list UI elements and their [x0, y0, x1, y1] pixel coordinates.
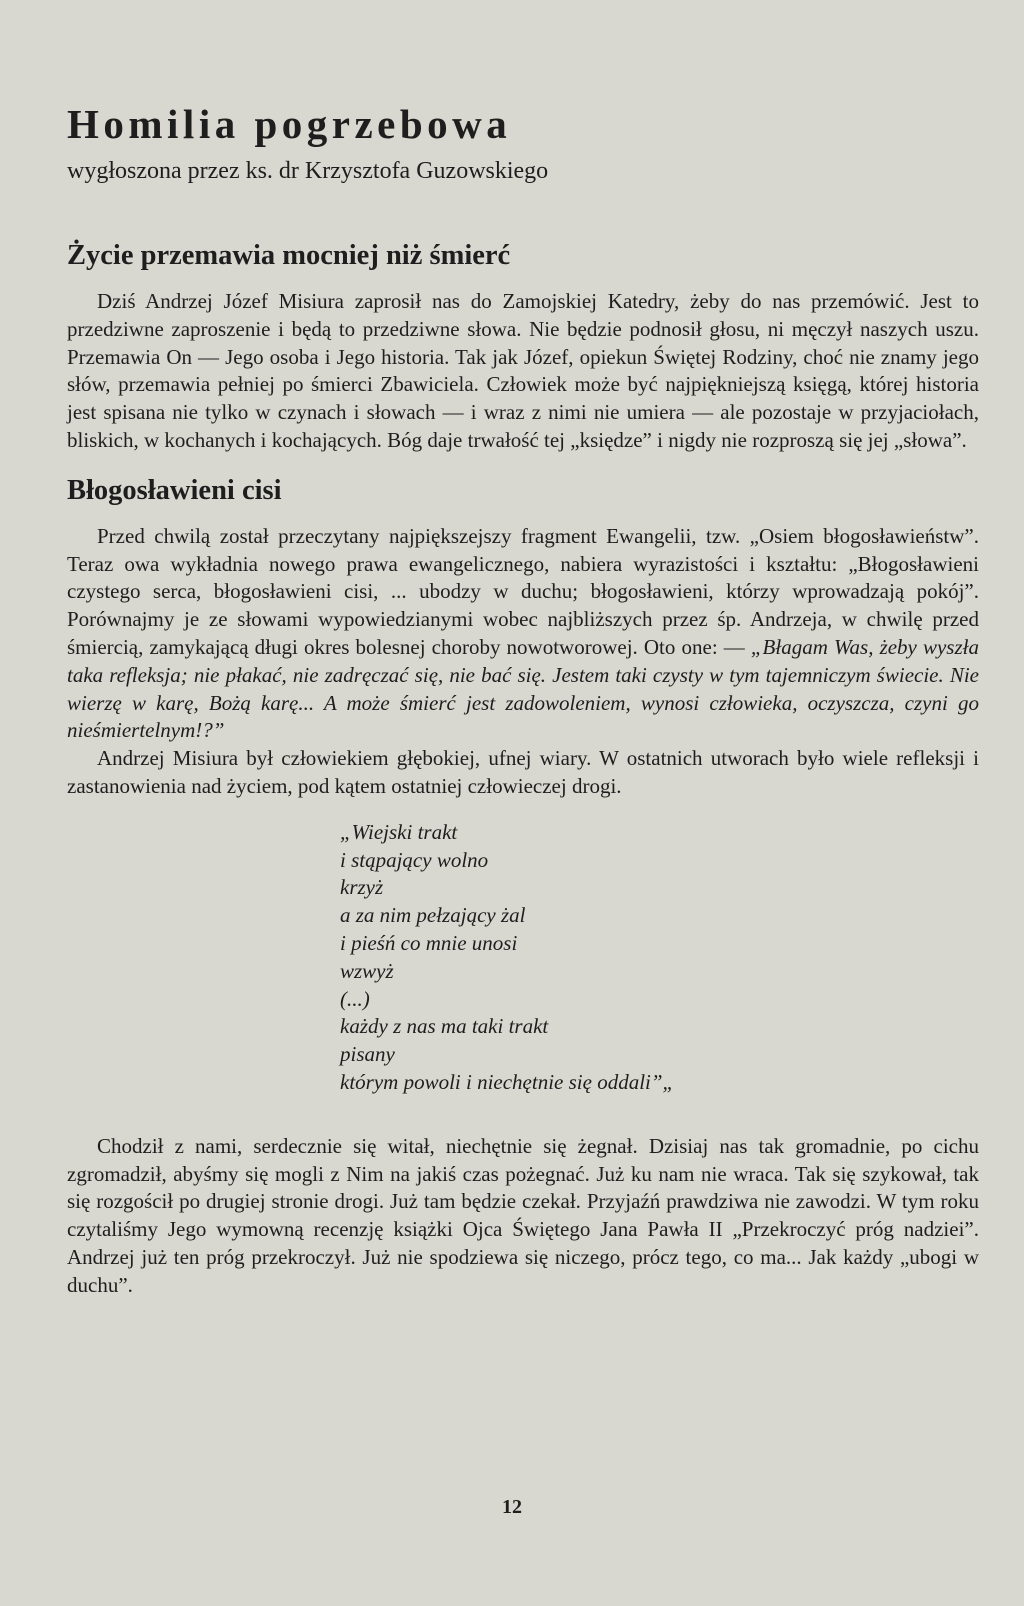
last-words-quote: „Błagam Was, żeby wyszła taka refleksja; nie płakać, nie zadręczać się, nie bać się. Jestem taki czysty w tym tajemniczym świecie. Nie wierzę w karę, Bożą karę... A może śmierć jest zadowoleniem, wynosi człowieka, oczyszcza, czyni go nieśmiertelnym!?”: [67, 634, 979, 743]
section-paragraph-faith: Andrzej Misiura był człowiekiem głębokiej, ufnej wiary. W ostatnich utworach było wiele refleksji i zastanowienia nad życiem, pod kątem ostatniej człowieczej drogi.: [67, 746, 979, 798]
poem-line: i stąpający wolno: [340, 847, 489, 872]
page-number: 12: [502, 1496, 522, 1518]
poem-line: pisany: [340, 1042, 395, 1067]
page-subtitle: wygłoszona przez ks. dr Krzysztofa Guzowskiego: [67, 158, 549, 184]
section-paragraph-life: Dziś Andrzej Józef Misiura zaprosił nas do Zamojskiej Katedry, żeby do nas przemówić. Jest to przedziwne zaproszenie i będą to przedziwne słowa. Nie będzie podnosił głosu, ni męczył naszych uszu. Przemawia On — Jego osoba i Jego historia. Tak jak Józef, opiekun Świętej Rodziny, choć nie znamy jego słów, przemawia pełniej po śmierci Zbawiciela. Człowiek może być najpiękniejszą księgą, której historia jest spisana nie tylko w czynach i słowach — i wraz z nimi nie umiera — ale pozostaje w przyjaciołach, bliskich, w kochanych i kochających. Bóg daje trwałość tej „księdze” i nigdy nie rozproszą się jej „słowa”.: [67, 289, 979, 452]
poem-line: a za nim pełzający żal: [340, 903, 526, 928]
page-content: [67, 96, 979, 1300]
poem: [340, 819, 979, 1097]
poem-line: wzwyż: [340, 958, 394, 983]
poem-line: każdy z nas ma taki trakt: [340, 1014, 549, 1039]
poem-line: krzyż: [340, 875, 384, 900]
page-title: Homilia pogrzebowa: [67, 101, 512, 147]
section-paragraph-beatitudes: [67, 523, 979, 745]
poem-line: którym powoli i niechętnie się oddali”„: [340, 1069, 675, 1094]
poem-line: (...): [340, 986, 370, 1011]
beatitudes-text: Przed chwilą został przeczytany najpiększejszy fragment Ewangelii, tzw. „Osiem błogosławieństw”. Teraz owa wykładnia nowego prawa ewangelicznego, nabiera wyrazistości i kształtu: „Błogosławieni czystego serca, błogosławieni cisi, ... ubodzy w duchu; błogosławieni, którzy wprowadzają pokój”. Porównajmy je ze słowami wypowiedzianymi wobec najbliższych przez śp. Andrzeja, w chwilę przed śmiercią, zamykającą długi okres bolesnej choroby nowotworowej. Oto one: —: [67, 523, 979, 659]
poem-line: „Wiejski trakt: [340, 819, 458, 844]
section-paragraph-farewell: Chodził z nami, serdecznie się witał, niechętnie się żegnał. Dzisiaj nas tak gromadnie, po cichu zgromadził, abyśmy się mogli z Nim na jakiś czas pożegnać. Już ku nam nie wraca. Tak się szykował, tak się rozgościł po drugiej stronie drogi. Już tam będzie czekał. Przyjaźń prawdziwa nie zawodzi. W tym roku czytaliśmy Jego wymowną recenzję książki Ojca Świętego Jana Pawła II „Przekroczyć próg nadziei”. Andrzej już ten próg przekroczył. Już nie spodziewa się niczego, prócz tego, co ma... Jak każdy „ubogi w duchu”.: [67, 1133, 979, 1297]
section-heading-blessed: Błogosławieni cisi: [67, 474, 282, 506]
poem-line: i pieśń co mnie unosi: [340, 930, 518, 955]
section-heading-life: Życie przemawia mocniej niż śmierć: [67, 240, 511, 271]
